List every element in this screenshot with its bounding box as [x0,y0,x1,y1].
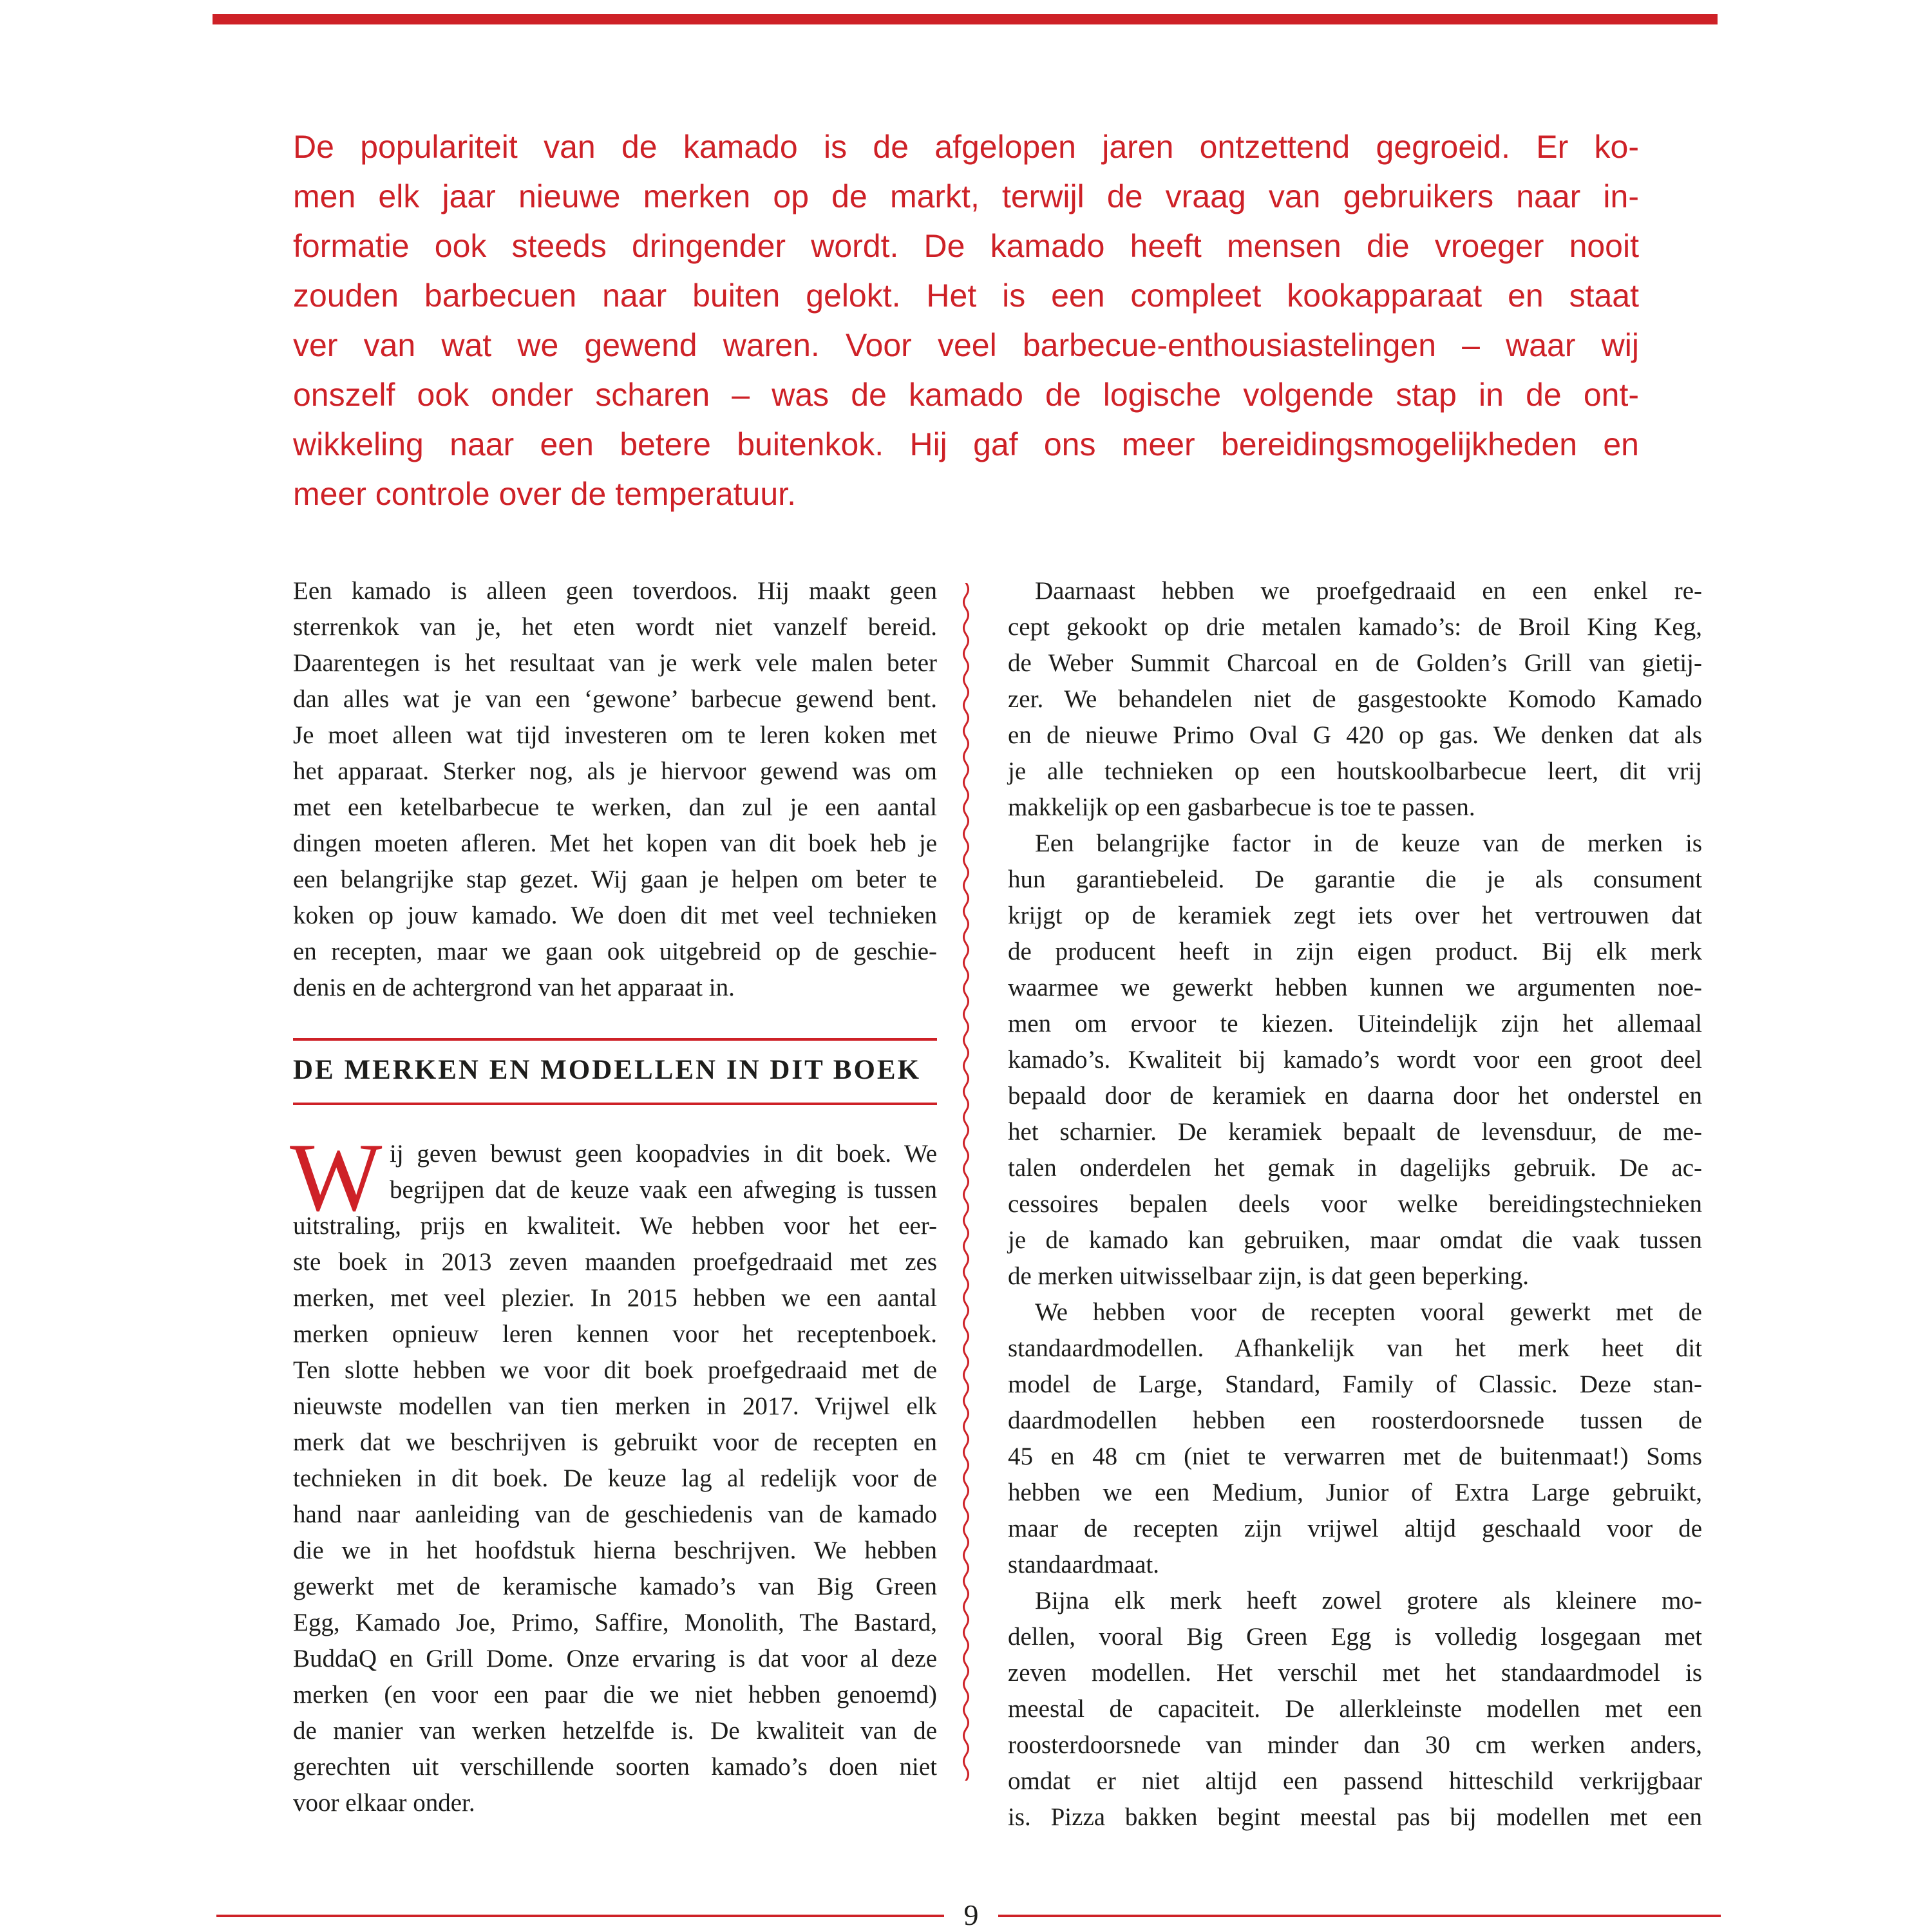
text-line: Een kamado is alleen geen toverdoos. Hij maakt geen [293,577,937,605]
text-line: bepaald door de keramiek en daarna door het onderstel en [1008,1082,1702,1110]
text-line: zer. We behandelen niet de gasgestookte Komodo Kamado [1008,685,1702,713]
text-line: maar de recepten zijn vrijwel altijd geschaald voor de [1008,1515,1702,1542]
intro-paragraph [293,122,1639,519]
footer-rule-left [216,1915,944,1917]
text-line: merken (en voor een paar die we niet hebben genoemd) [293,1681,937,1709]
text-line: dingen moeten afleren. Met het kopen van dit boek heb je [293,829,937,857]
text-line: de producent heeft in zijn eigen product. Bij elk merk [1008,938,1702,965]
text-line: meer controle over de temperatuur. [293,476,796,512]
text-line: voor elkaar onder. [293,1789,475,1817]
text-line: BuddaQ en Grill Dome. Onze ervaring is dat voor al deze [293,1645,937,1672]
footer-rule-right [998,1915,1721,1917]
text-line: talen onderdelen het gemak in dagelijks gebruik. De ac- [1008,1154,1702,1182]
text-line: omdat er niet altijd een passend hitteschild verkrijgbaar [1008,1767,1702,1795]
drop-cap: W [290,1123,383,1231]
text-line: Je moet alleen wat tijd investeren om te leren koken met [293,721,937,749]
text-line: je de kamado kan gebruiken, maar omdat die vaak tussen [1008,1226,1702,1254]
text-line: de manier van werken hetzelfde is. De kwaliteit van de [293,1717,937,1745]
text-line: wikkeling naar een betere buitenkok. Hij gaf ons meer bereidingsmogelijkheden en [293,426,1639,462]
text-line: makkelijk op een gasbarbecue is toe te passen. [1008,793,1475,821]
text-line: met een ketelbarbecue te werken, dan zul je een aantal [293,793,937,821]
text-line: standaardmaat. [1008,1551,1159,1578]
text-line: is. Pizza bakken begint meestal pas bij modellen met een [1008,1803,1702,1831]
column-divider-wavy-line [958,583,974,1781]
text-line: dan alles wat je van een ‘gewone’ barbecue gewend bent. [293,685,937,713]
text-line: men om ervoor te kiezen. Uiteindelijk zijn het allemaal [1008,1010,1702,1037]
section-heading-block [293,1038,937,1105]
text-line: gerechten uit verschillende soorten kamado’s doen niet [293,1753,937,1781]
text-line: formatie ook steeds dringender wordt. De kamado heeft mensen die vroeger nooit [293,228,1639,264]
text-line: hebben we een Medium, Junior of Extra Large gebruikt, [1008,1479,1702,1506]
text-line: zouden barbecuen naar buiten gelokt. Het is een compleet kookapparaat en staat [293,278,1639,314]
text-line: ver van wat we gewend waren. Voor veel barbecue-enthousiastelingen – waar wij [293,327,1639,363]
text-line: Daarentegen is het resultaat van je werk vele malen beter [293,649,937,677]
text-line: cept gekookt op drie metalen kamado’s: de Broil King Keg, [1008,613,1702,641]
text-line: die we in het hoofdstuk hierna beschrijven. We hebben [293,1537,937,1564]
text-line: zeven modellen. Het verschil met het standaardmodel is [1008,1659,1702,1687]
text-line: hun garantiebeleid. De garantie die je als consument [1008,866,1702,893]
text-line: technieken in dit boek. De keuze lag al redelijk voor de [293,1464,937,1492]
left-column-paragraph-2 [293,1136,937,1821]
text-line: waarmee we gewerkt hebben kunnen we argumenten noe- [1008,974,1702,1001]
text-line: kamado’s. Kwaliteit bij kamado’s wordt voor een groot deel [1008,1046,1702,1074]
text-line: en de nieuwe Primo Oval G 420 op gas. We denken dat als [1008,721,1702,749]
text-line: de Weber Summit Charcoal en de Golden’s Grill van gietij- [1008,649,1702,677]
text-line: 45 en 48 cm (niet te verwarren met de buitenmaat!) Soms [1008,1443,1702,1470]
text-line: daardmodellen hebben een roosterdoorsnede tussen de [1008,1406,1702,1434]
right-column-paragraph-1 [1008,573,1702,826]
text-line: We hebben voor de recepten vooral gewerkt met de [1035,1298,1702,1326]
text-line: ij geven bewust geen koopadvies in dit boek. We [390,1140,937,1168]
text-line: het apparaat. Sterker nog, als je hiervoor gewend was om [293,757,937,785]
right-column-paragraph-4 [1008,1583,1702,1835]
text-line: en recepten, maar we gaan ook uitgebreid op de geschie- [293,938,937,965]
section-heading: DE MERKEN EN MODELLEN IN DIT BOEK [293,1055,922,1085]
text-line: de merken uitwisselbaar zijn, is dat geen beperking. [1008,1262,1529,1290]
text-line: onszelf ook onder scharen – was de kamado de logische volgende stap in de ont- [293,377,1639,413]
text-line: meestal de capaciteit. De allerkleinste modellen met een [1008,1695,1702,1723]
text-line: ste boek in 2013 zeven maanden proefgedraaid met zes [293,1248,937,1276]
text-line: men elk jaar nieuwe merken op de markt, terwijl de vraag van gebruikers naar in- [293,178,1639,214]
text-line: koken op jouw kamado. We doen dit met veel technieken [293,902,937,929]
text-line: standaardmodellen. Afhankelijk van het merk heet dit [1008,1334,1702,1362]
text-line: je alle technieken op een houtskoolbarbecue leert, dit vrij [1008,757,1702,785]
wavy-line-path [964,583,969,1781]
text-line: dellen, vooral Big Green Egg is volledig losgegaan met [1008,1623,1702,1651]
text-line: cessoires bepalen deels voor welke bereidingstechnieken [1008,1190,1702,1218]
text-line: Daarnaast hebben we proefgedraaid en een enkel re- [1035,577,1702,605]
right-column [1008,573,1702,1835]
top-rule [213,14,1718,24]
text-line: sterrenkok van je, het eten wordt niet vanzelf bereid. [293,613,937,641]
text-line: krijgt op de keramiek zegt iets over het vertrouwen dat [1008,902,1702,929]
text-line: Bijna elk merk heeft zowel grotere als kleinere mo- [1035,1587,1702,1615]
right-column-paragraph-3 [1008,1294,1702,1583]
text-line: nieuwste modellen van tien merken in 2017. Vrijwel elk [293,1392,937,1420]
text-line: roosterdoorsnede van minder dan 30 cm werken anders, [1008,1731,1702,1759]
text-line: begrijpen dat de keuze vaak een afweging is tussen [390,1176,937,1204]
text-line: denis en de achtergrond van het apparaat in. [293,974,735,1001]
page-number: 9 [963,1899,979,1931]
text-line: De populariteit van de kamado is de afgelopen jaren ontzettend gegroeid. Er ko- [293,129,1639,165]
text-line: een belangrijke stap gezet. Wij gaan je helpen om beter te [293,866,937,893]
text-line: model de Large, Standard, Family of Classic. Deze stan- [1008,1370,1702,1398]
text-line: uitstraling, prijs en kwaliteit. We hebben voor het eer- [293,1212,937,1240]
text-line: Ten slotte hebben we voor dit boek proefgedraaid met de [293,1356,937,1384]
text-line: het scharnier. De keramiek bepaalt de levensduur, de me- [1008,1118,1702,1146]
text-line: Een belangrijke factor in de keuze van de merken is [1035,829,1702,857]
right-column-paragraph-2 [1008,826,1702,1294]
text-line: merken, met veel plezier. In 2015 hebben we een aantal [293,1284,937,1312]
text-line: gewerkt met de keramische kamado’s van Big Green [293,1573,937,1600]
text-line: merk dat we beschrijven is gebruikt voor de recepten en [293,1428,937,1456]
text-line: Egg, Kamado Joe, Primo, Saffire, Monolith, The Bastard, [293,1609,937,1636]
text-line: merken opnieuw leren kennen voor het receptenboek. [293,1320,937,1348]
text-line: hand naar aanleiding van de geschiedenis van de kamado [293,1501,937,1528]
left-column-paragraph-1 [293,573,937,1006]
